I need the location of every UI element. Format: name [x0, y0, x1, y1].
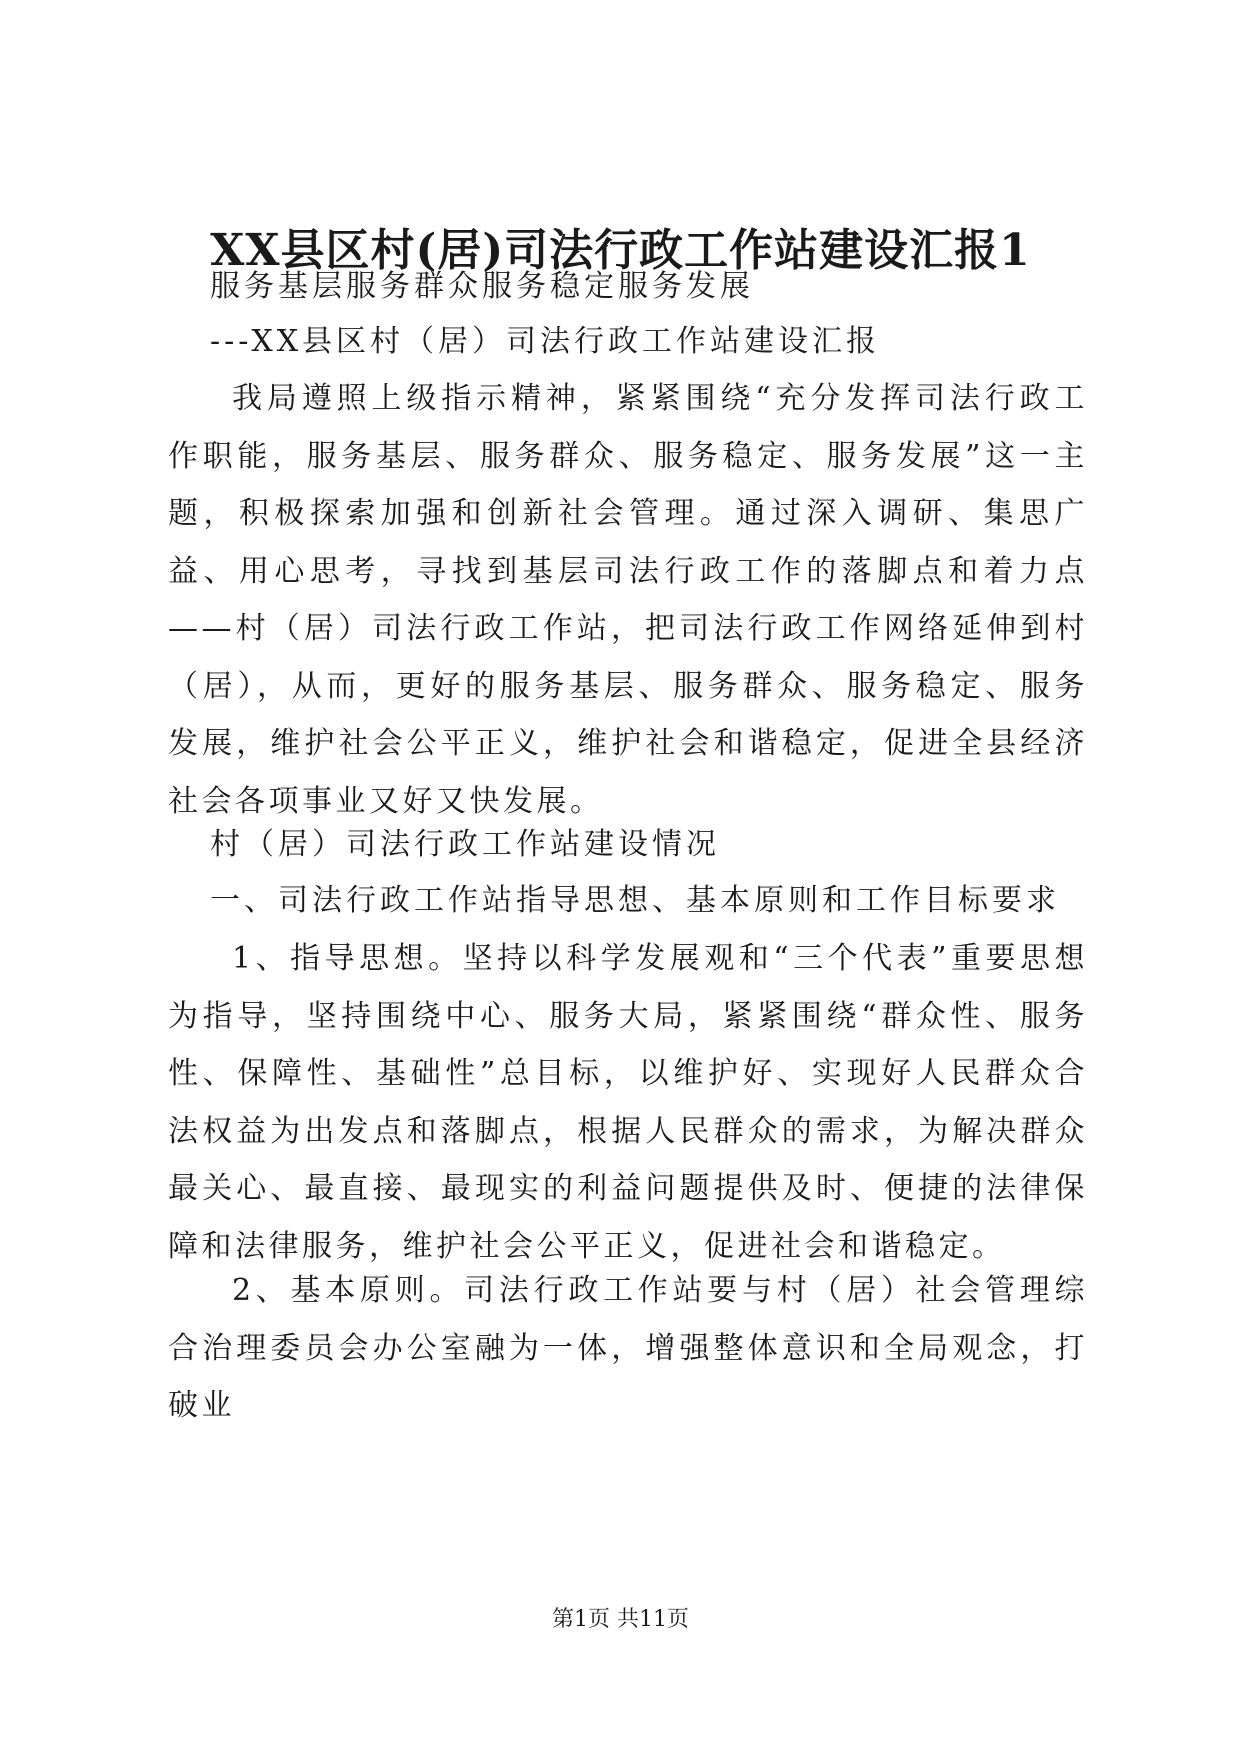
paragraph-guiding-thought: 1、指导思想。坚持以科学发展观和“三个代表”重要思想为指导，坚持围绕中心、服务大局，紧紧围绕“群众性、服务性、保障性、基础性”总目标，以维护好、实现好人民群众合法权益为出发点和落脚点，根据人民群众的需求，为解决群众最关心、最直接、最现实的利益问题提供及时、便捷的法律保障和法律服务，维护社会公平正义，促进社会和谐稳定。: [168, 941, 1088, 1264]
page-number: 第1页 共11页: [552, 1607, 689, 1632]
subsection-heading: 一、司法行政工作站指导思想、基本原则和工作目标要求: [210, 883, 1060, 918]
document-title: XX县区村(居)司法行政工作站建设汇报1: [210, 225, 1031, 276]
paragraph-intro: 我局遵照上级指示精神，紧紧围绕“充分发挥司法行政工作职能，服务基层、服务群众、服务稳定、服务发展”这一主题，积极探索加强和创新社会管理。通过深入调研、集思广益、用心思考，寻找到基层司法行政工作的落脚点和着力点——村（居）司法行政工作站，把司法行政工作网络延伸到村（居），从而，更好的服务基层、服务群众、服务稳定、服务发展，维护社会公平正义，维护社会和谐稳定，促进全县经济社会各项事业又好又快发展。: [168, 381, 1088, 819]
paragraph-basic-principles: 2、基本原则。司法行政工作站要与村（居）社会管理综合治理委员会办公室融为一体，增强整体意识和全局观念，打破业: [168, 1273, 1088, 1423]
document-subtitle: 服务基层服务群众服务稳定服务发展: [210, 269, 754, 304]
document-subtitle-report: ---XX县区村（居）司法行政工作站建设汇报: [210, 324, 881, 359]
section-heading: 村（居）司法行政工作站建设情况: [210, 827, 720, 862]
